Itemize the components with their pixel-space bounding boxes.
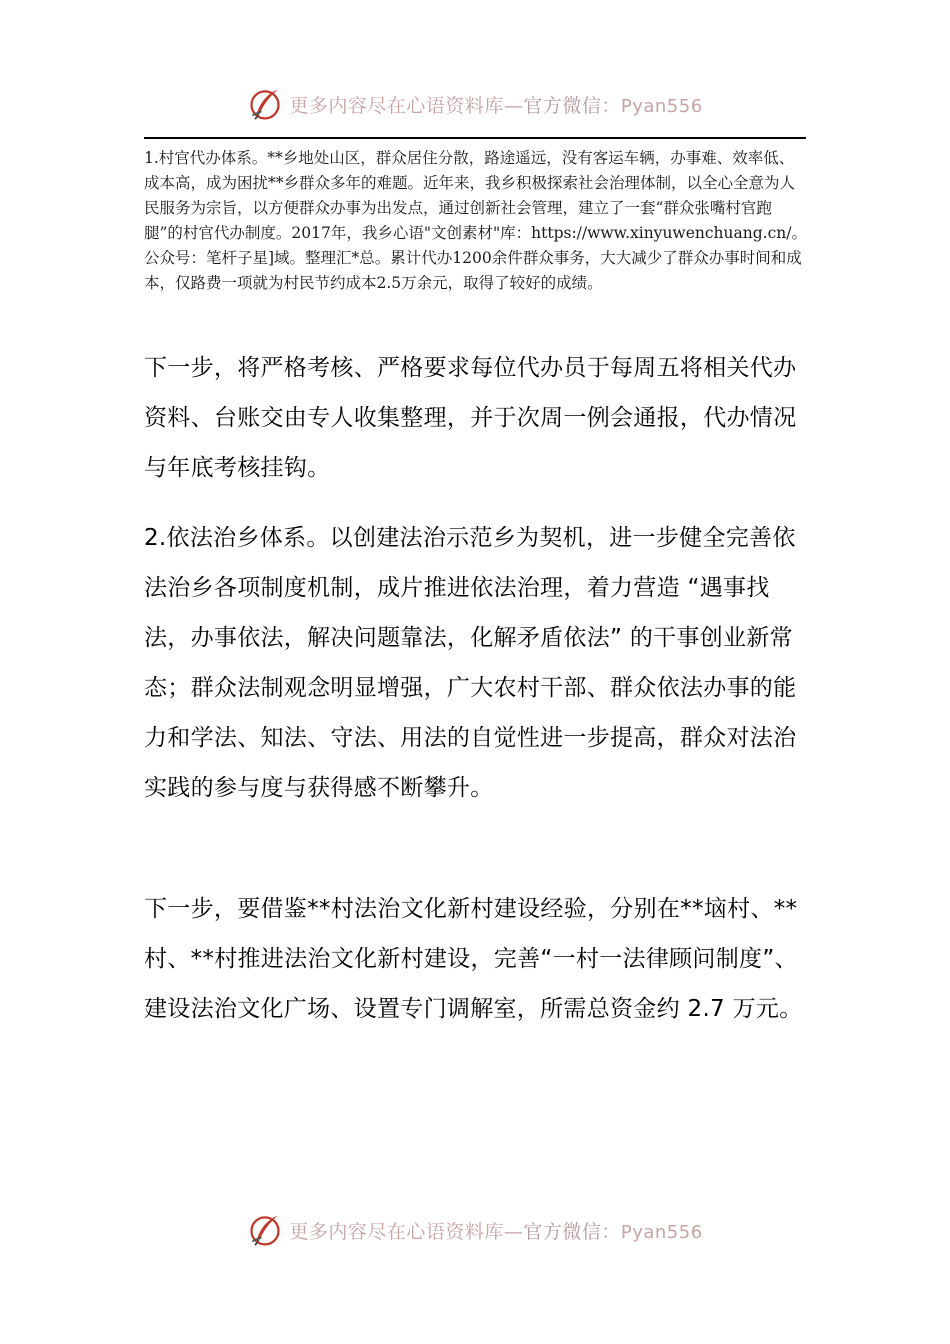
footer-banner-text: [289, 1217, 702, 1244]
header-banner-site: 更多内容尽在心语资料库—: [289, 94, 524, 117]
paragraph-next-step-law-culture: 下一步，要借鉴**村法治文化新村建设经验，分别在**垴村、**村、**村推进法治文化新村建设，完善“一村一法律顾问制度”、建设法治文化广场、设置专门调解室，所需总资金约 2.7 万元。: [144, 896, 803, 1022]
paragraph-rule-of-law-system: 2.依法治乡体系。以创建法治示范乡为契机，进一步健全完善依法治乡各项制度机制，成片推进依法治理，着力营造 “遇事找法，办事依法，解决问题靠法，化解矛盾依法” 的干事创业新常态；群众法制观念明显增强，广大农村干部、群众依法办事的能力和学法、知法、守法、用法的自觉性进一步提高，群众对法治实践的参与度与获得感不断攀升。: [144, 525, 797, 801]
header-banner-wechat-label: 官方微信：: [523, 94, 621, 117]
header-banner-text: [289, 91, 702, 118]
header-banner-wechat-id: Pyan556: [620, 95, 703, 117]
footer-banner-wechat-id: Pyan556: [620, 1221, 703, 1243]
footer-banner: [0, 1206, 950, 1254]
quill-pen-logo-icon: [247, 86, 283, 122]
quill-pen-logo-icon: [247, 1212, 283, 1248]
footer-banner-site: 更多内容尽在心语资料库—: [289, 1220, 524, 1243]
paragraph-next-step-assessment: 下一步，将严格考核、严格要求每位代办员于每周五将相关代办资料、台账交由专人收集整理，并于次周一例会通报，代办情况与年底考核挂钩。: [144, 355, 797, 481]
header-rule: [144, 137, 806, 139]
footer-banner-wechat-label: 官方微信：: [523, 1220, 621, 1243]
header-banner: [0, 80, 950, 128]
paragraph-village-agent-system: 1.村官代办体系。**乡地处山区，群众居住分散，路途遥远，没有客运车辆，办事难、效率低、成本高，成为困扰**乡群众多年的难题。近年来，我乡积极探索社会治理体制，以全心全意为人民服务为宗旨，以方便群众办事为出发点，通过创新社会管理，建立了一套“群众张嘴村官跑腿”的村官代办制度。2017年，我乡心语"文创素材"库：https://www.xinyuwenchuang.cn/。公众号：笔杆子星]域。整理汇*总。累计代办1200余件群众事务，大大减少了群众办事时间和成本，仅路费一项就为村民节约成本2.5万余元，取得了较好的成绩。: [144, 149, 807, 292]
